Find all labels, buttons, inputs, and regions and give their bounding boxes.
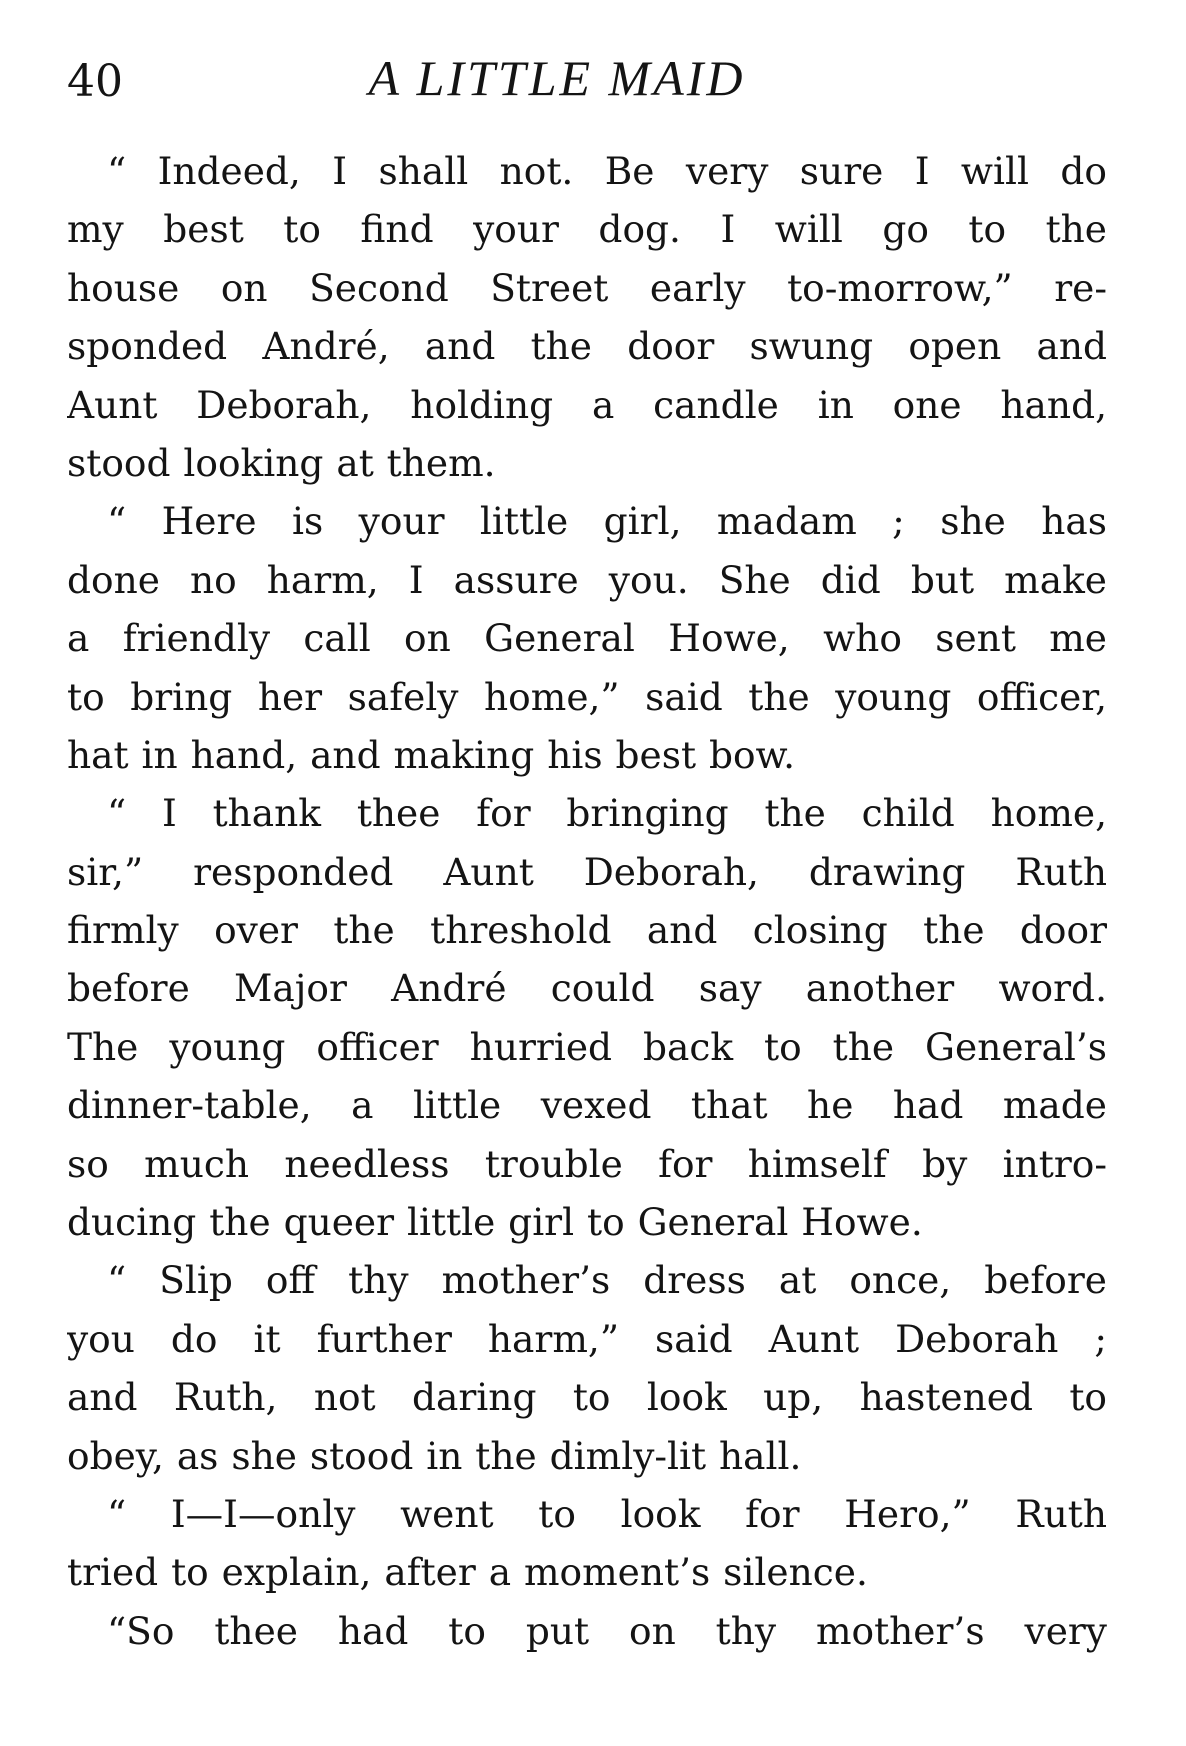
text-line: dinner-table, a little vexed that he had made <box>67 1083 1107 1128</box>
text-line: before Major André could say another word. <box>67 966 1107 1011</box>
text-line: my best to find your dog. I will go to the <box>67 207 1107 252</box>
text-line: ducing the queer little girl to General Howe. <box>67 1200 923 1245</box>
text-line: obey, as she stood in the dimly-lit hall. <box>67 1433 802 1478</box>
text-line: hat in hand, and making his best bow. <box>67 732 796 777</box>
text-line: you do it further harm,” said Aunt Deborah ; <box>67 1316 1107 1361</box>
text-line: done no harm, I assure you. She did but make <box>67 557 1107 602</box>
text-line: firmly over the threshold and closing the door <box>67 908 1107 953</box>
text-line: Aunt Deborah, holding a candle in one hand, <box>67 382 1107 427</box>
text-line: a friendly call on General Howe, who sent me <box>67 616 1107 661</box>
text-line: “ I—I—only went to look for Hero,” Ruth <box>107 1491 1107 1536</box>
text-line: “ I thank thee for bringing the child home, <box>107 791 1107 836</box>
page-number: 40 <box>67 56 123 107</box>
text-line: and Ruth, not daring to look up, hastened to <box>67 1375 1107 1420</box>
text-line: “ Indeed, I shall not. Be very sure I will do <box>107 149 1107 193</box>
text-line: tried to explain, after a moment’s silence. <box>67 1550 868 1595</box>
text-line: “So thee had to put on thy mother’s very <box>107 1608 1107 1653</box>
running-title: A LITTLE MAID <box>368 50 746 106</box>
text-line: sir,” responded Aunt Deborah, drawing Ruth <box>67 849 1107 894</box>
text-line: sponded André, and the door swung open and <box>67 324 1107 369</box>
text-line: “ Here is your little girl, madam ; she has <box>107 499 1107 544</box>
text-line: “ Slip off thy mother’s dress at once, before <box>107 1258 1107 1303</box>
text-line: house on Second Street early to-morrow,” re- <box>67 265 1107 310</box>
text-line: The young officer hurried back to the General’s <box>67 1024 1107 1069</box>
body-text <box>67 142 1107 1660</box>
text-line: so much needless trouble for himself by intro- <box>67 1141 1107 1186</box>
text-line: to bring her safely home,” said the young officer, <box>67 674 1107 719</box>
text-line: stood looking at them. <box>67 440 496 485</box>
page-header <box>67 50 1107 114</box>
